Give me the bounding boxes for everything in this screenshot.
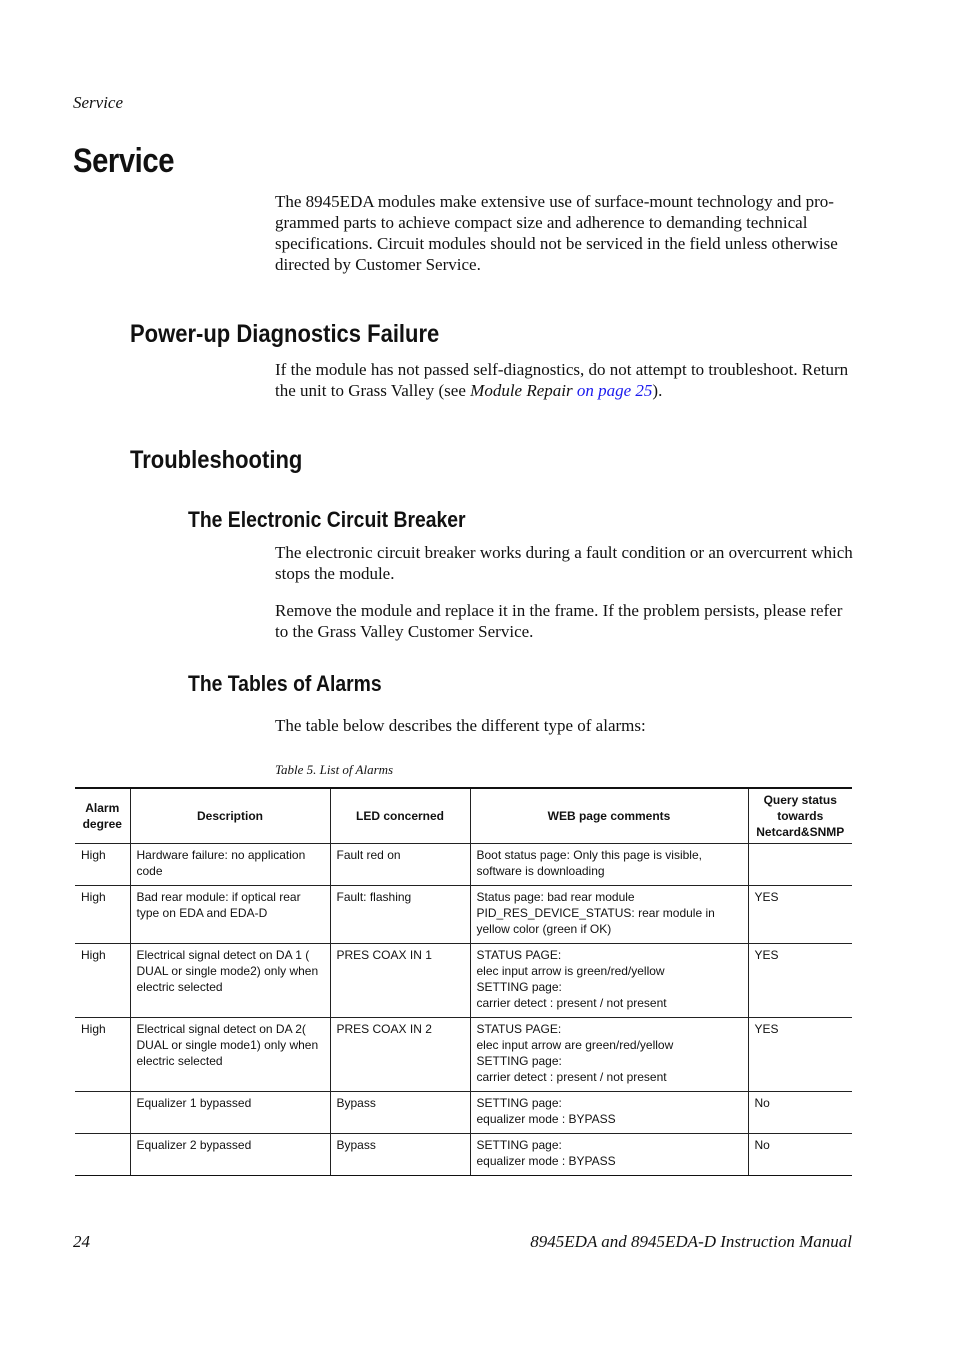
- alarms-table: [75, 787, 852, 1176]
- cell-web-comments: SETTING page: equalizer mode : BYPASS: [470, 1092, 748, 1134]
- power-up-paragraph: [275, 359, 855, 401]
- cell-led: PRES COAX IN 2: [330, 1018, 470, 1092]
- cell-led: Bypass: [330, 1092, 470, 1134]
- cell-description: Equalizer 2 bypassed: [130, 1134, 330, 1176]
- cell-led: Fault: flashing: [330, 886, 470, 944]
- alarms-intro: The table below describes the different type of alarms:: [275, 716, 646, 735]
- table-row: [75, 1134, 852, 1176]
- table-caption: Table 5. List of Alarms: [275, 762, 394, 777]
- cell-alarm-degree: [75, 1092, 130, 1134]
- cell-led: Bypass: [330, 1134, 470, 1176]
- manual-title: 8945EDA and 8945EDA-D Instruction Manual: [530, 1232, 852, 1251]
- cell-description: Electrical signal detect on DA 2( DUAL or single mode1) only when electric selected: [130, 1018, 330, 1092]
- power-up-text-end: ).: [652, 381, 663, 400]
- cell-alarm-degree: High: [75, 1018, 130, 1092]
- page-title: Service: [73, 142, 175, 180]
- breaker-paragraph-2: Remove the module and replace it in the frame. If the problem persists, please refer to the Grass Valley Customer Service.: [275, 601, 843, 641]
- table-row: [75, 944, 852, 1018]
- cell-web-comments: Boot status page: Only this page is visible, software is downloading: [470, 844, 748, 886]
- running-header: Service: [73, 93, 124, 112]
- column-header-web-comments: WEB page comments: [470, 788, 748, 844]
- cell-query-status: [748, 844, 852, 886]
- power-up-heading: Power-up Diagnostics Failure: [130, 320, 440, 348]
- page-number: 24: [73, 1232, 90, 1251]
- cell-description: Electrical signal detect on DA 1 ( DUAL or single mode2) only when electric selected: [130, 944, 330, 1018]
- troubleshooting-heading: Troubleshooting: [130, 446, 303, 474]
- intro-paragraph: The 8945EDA modules make extensive use of surface-mount technology and pro-grammed parts to achieve compact size and adherence to demanding technical specifications. Circuit modules should not be serviced in the field unless otherwise directed by Customer Service.: [275, 192, 838, 274]
- breaker-paragraph-1: The electronic circuit breaker works during a fault condition or an overcurrent which stops the module.: [275, 543, 853, 583]
- cell-alarm-degree: High: [75, 844, 130, 886]
- alarms-heading: The Tables of Alarms: [188, 671, 382, 696]
- cell-query-status: YES: [748, 1018, 852, 1092]
- cell-led: Fault red on: [330, 844, 470, 886]
- cell-query-status: No: [748, 1092, 852, 1134]
- cell-led: PRES COAX IN 1: [330, 944, 470, 1018]
- cell-web-comments: SETTING page: equalizer mode : BYPASS: [470, 1134, 748, 1176]
- cell-query-status: YES: [748, 944, 852, 1018]
- cell-description: Equalizer 1 bypassed: [130, 1092, 330, 1134]
- cell-web-comments: STATUS PAGE: elec input arrow is green/red/yellow SETTING page: carrier detect : present / not present: [470, 944, 748, 1018]
- module-repair-ref: Module Repair: [470, 381, 573, 400]
- column-header-alarm-degree: Alarm degree: [75, 788, 130, 844]
- column-header-led: LED concerned: [330, 788, 470, 844]
- cell-alarm-degree: High: [75, 944, 130, 1018]
- cell-web-comments: Status page: bad rear module PID_RES_DEVICE_STATUS: rear module in yellow color (green if OK): [470, 886, 748, 944]
- table-row: [75, 844, 852, 886]
- cell-web-comments: STATUS PAGE: elec input arrow are green/red/yellow SETTING page: carrier detect : present / not present: [470, 1018, 748, 1092]
- power-up-text: If the module has not passed self-diagnostics, do not attempt to troubleshoot. Return the unit to Grass Valley (see: [275, 360, 849, 400]
- table-row: [75, 1092, 852, 1134]
- cell-description: Bad rear module: if optical rear type on EDA and EDA-D: [130, 886, 330, 944]
- table-row: [75, 1018, 852, 1092]
- cell-alarm-degree: [75, 1134, 130, 1176]
- table-header-row: [75, 788, 852, 844]
- table-row: [75, 886, 852, 944]
- page-link[interactable]: on page 25: [576, 381, 653, 400]
- column-header-description: Description: [130, 788, 330, 844]
- cell-query-status: YES: [748, 886, 852, 944]
- cell-alarm-degree: High: [75, 886, 130, 944]
- breaker-heading: The Electronic Circuit Breaker: [188, 507, 466, 532]
- column-header-query-status: Query status towards Netcard&SNMP: [748, 788, 852, 844]
- cell-query-status: No: [748, 1134, 852, 1176]
- cell-description: Hardware failure: no application code: [130, 844, 330, 886]
